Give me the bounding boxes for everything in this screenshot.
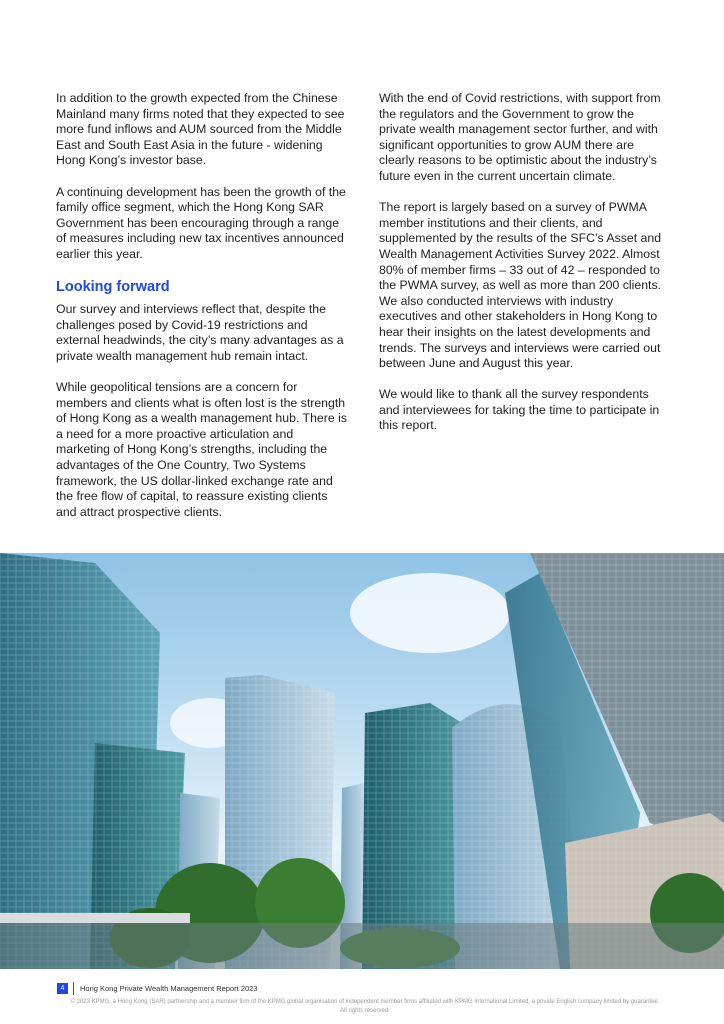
skyline-photo xyxy=(0,553,724,969)
footer-copyright: © 2023 KPMG, a Hong Kong (SAR) partnership and a member firm of the KPMG global organisation of independent member firms affiliated with KPMG International Limited, a private English company limited by guarantee. All rights reserved. xyxy=(70,999,660,1014)
footer-divider xyxy=(73,982,74,995)
left-paragraph-2: A continuing development has been the growth of the family office segment, which the Hong Kong SAR Government has been encouraging through a range of measures including new tax incentives announced earlier this year. xyxy=(56,184,346,261)
left-paragraph-4: While geopolitical tensions are a concern for members and clients what is often lost is the strength of Hong Kong as a wealth management hub. There is a need for a more proactive articulation and marketing of Hong Kong’s strengths, including the advantages of the One Country, Two Systems framework, the US dollar-linked exchange rate and the free flow of capital, to reassure existing clients and attract prospective clients. xyxy=(56,380,347,519)
left-paragraph-1: In addition to the growth expected from the Chinese Mainland many firms noted that they expected to see more fund inflows and AUM sourced from the Middle East and South East Asia in the future - widening Hong Kong’s investor base. xyxy=(56,91,345,168)
right-paragraph-3: We would like to thank all the survey respondents and interviewees for taking the time to participate in this report. xyxy=(379,387,660,433)
footer-report-title: Hong Kong Private Wealth Management Report 2023 xyxy=(80,984,258,993)
right-paragraph-1: With the end of Covid restrictions, with support from the regulators and the Government to grow the private wealth management sector further, and with significant opportunities to grow AUM there are clearly reasons to be optimistic about the industry’s future even in the current uncertain climate. xyxy=(379,91,661,183)
right-paragraph-2: The report is largely based on a survey of PWMA member institutions and their clients, and supplemented by the results of the SFC’s Asset and Wealth Management Activities Survey 2022. Almost 80% of member firms – 33 out of 42 – responded to the PWMA survey, as well as more than 200 clients. We also conducted interviews with industry executives and other stakeholders in Hong Kong to hear their insights on the latest developments and trends. The surveys and interviews were carried out between June and August this year. xyxy=(379,200,662,371)
right-column xyxy=(379,91,671,450)
section-heading: Looking forward xyxy=(56,279,170,296)
left-column xyxy=(56,91,348,536)
left-paragraph-3: Our survey and interviews reflect that, despite the challenges posed by Covid-19 restrictions and external headwinds, the city’s many advantages as a private wealth management hub remain intact. xyxy=(56,302,344,363)
page-number: 4 xyxy=(57,983,68,994)
